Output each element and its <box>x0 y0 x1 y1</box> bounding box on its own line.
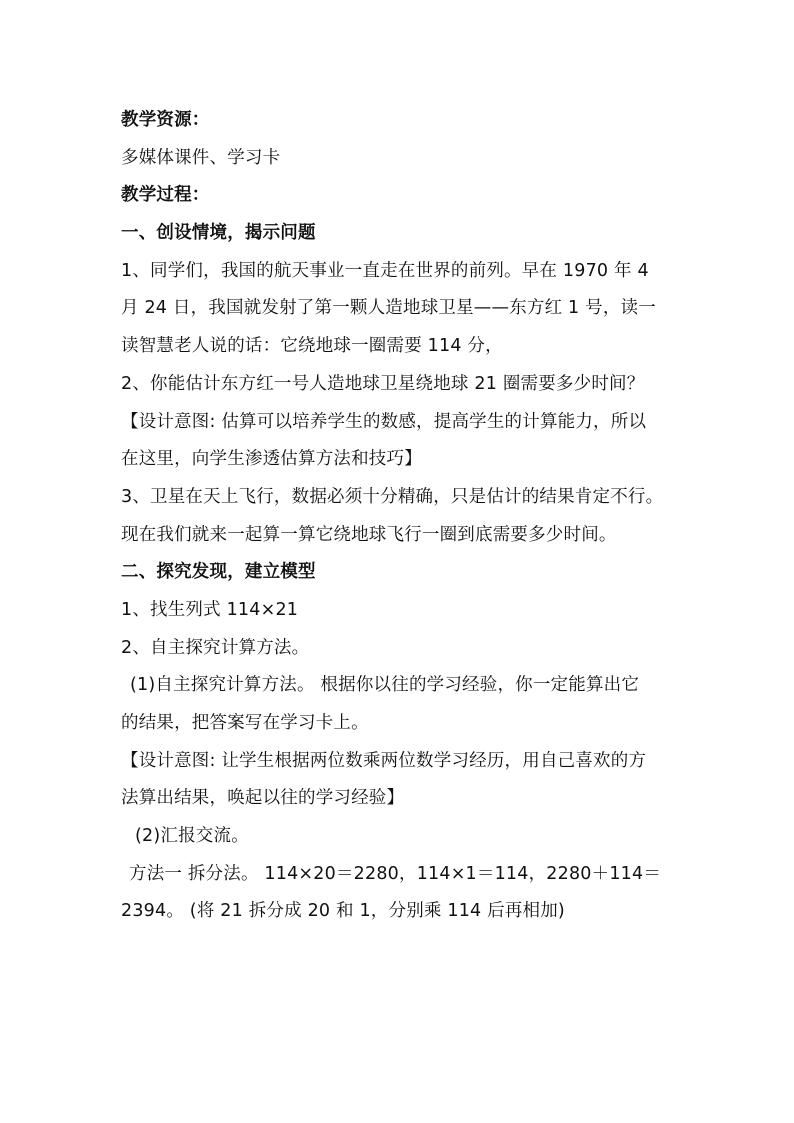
paragraph-line: 月 24 日，我国就发射了第一颗人造地球卫星——东方红 1 号，读一 <box>121 298 656 319</box>
paragraph-line: 1、找生列式 114×21 <box>121 599 299 620</box>
subitem-line: (2)汇报交流。 <box>135 826 249 847</box>
design-intent-line: 【设计意图: 让学生根据两位数乘两位数学习经历，用自己喜欢的方 <box>121 750 647 771</box>
document-body <box>121 102 681 931</box>
section-heading-resources: 教学资源： <box>121 110 210 130</box>
part-heading-2: 二、探究发现，建立模型 <box>121 562 316 583</box>
paragraph-line: 读智慧老人说的话：它绕地球一圈需要 114 分， <box>121 336 503 357</box>
paragraph-line: 的结果，把答案写在学习卡上。 <box>121 713 369 733</box>
part-heading-1: 一、创设情境，揭示问题 <box>121 223 316 244</box>
paragraph-line: 2、自主探究计算方法。 <box>121 637 310 658</box>
paragraph-line: 2、你能估计东方红一号人造地球卫星绕地球 21 圈需要多少时间？ <box>121 373 645 394</box>
design-intent-line: 在这里，向学生渗透估算方法和技巧】 <box>121 449 422 470</box>
method-line: 方法一 拆分法。 114×20＝2280，114×1＝114，2280＋114＝ <box>129 863 662 884</box>
method-line: 2394。 (将 21 拆分成 20 和 1，分别乘 114 后再相加) <box>121 901 565 922</box>
paragraph-line: 现在我们就来一起算一算它绕地球飞行一圈到底需要多少时间。 <box>121 524 617 545</box>
design-intent-line: 【设计意图: 估算可以培养学生的数感，提高学生的计算能力，所以 <box>121 411 647 432</box>
paragraph-line: 3、卫星在天上飞行，数据必须十分精确，只是估计的结果肯定不行。 <box>121 486 664 507</box>
paragraph-line: 1、同学们，我国的航天事业一直走在世界的前列。早在 1970 年 4 <box>121 260 649 281</box>
subitem-line: (1)自主探究计算方法。 根据你以往的学习经验，你一定能算出它 <box>130 675 640 696</box>
resources-text: 多媒体课件、学习卡 <box>121 147 281 168</box>
design-intent-line: 法算出结果，唤起以往的学习经验】 <box>121 788 405 809</box>
section-heading-process: 教学过程： <box>121 185 210 206</box>
